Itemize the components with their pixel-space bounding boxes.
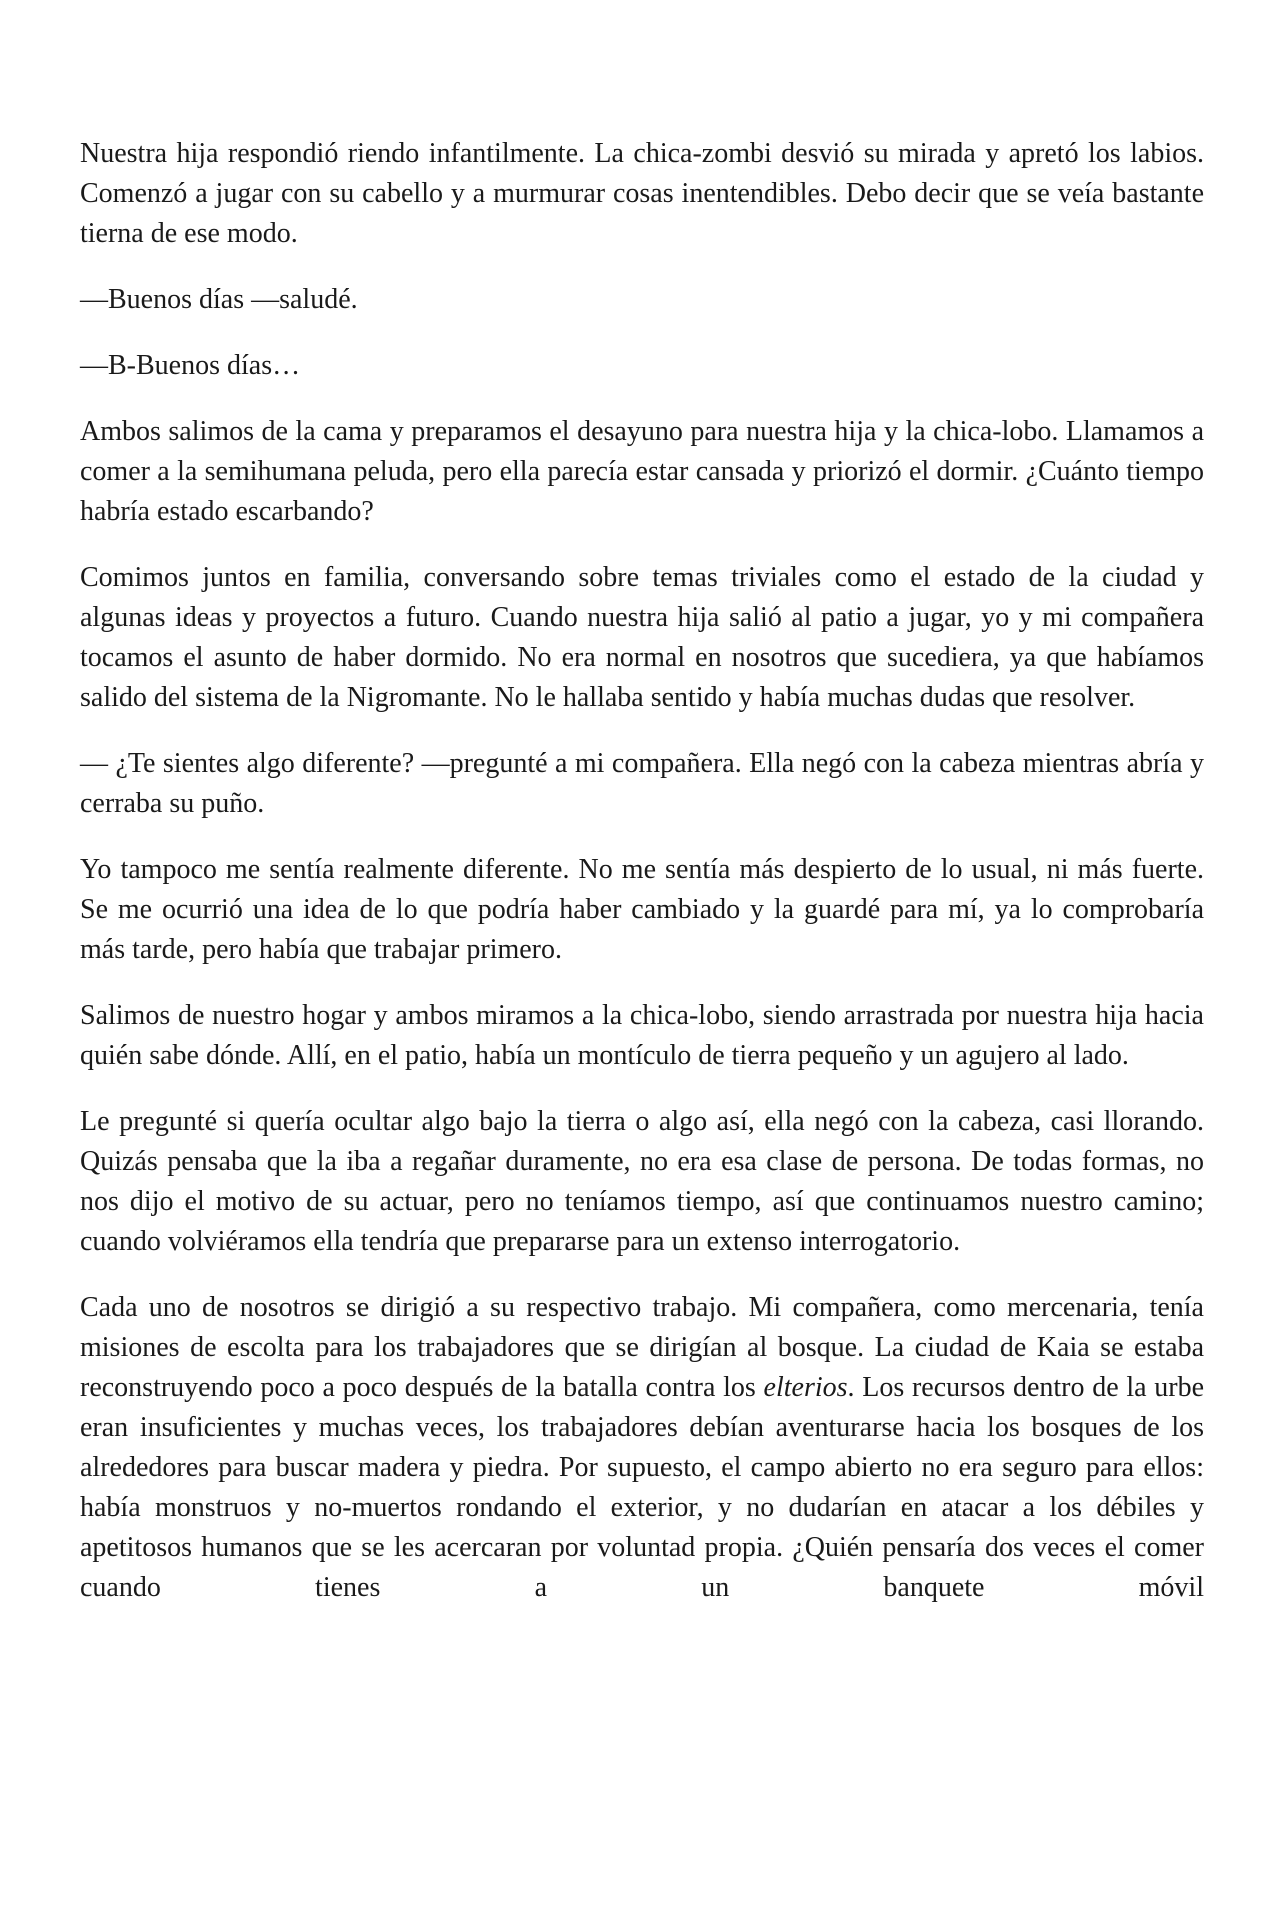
paragraph-9: Le pregunté si quería ocultar algo bajo la tierra o algo así, ella negó con la cabeza, casi llorando. Quizás pensaba que la iba a regañar duramente, no era esa clase de persona. De todas formas, no nos dijo el motivo de su actuar, pero no teníamos tiempo, así que continuamos nuestro camino; cuando volviéramos ella tendría que prepararse para un extenso interrogatorio.	[80, 1106, 1204, 1257]
paragraph-6: — ¿Te sientes algo diferente? —pregunté a mi compañera. Ella negó con la cabeza mientras abría y cerraba su puño.	[80, 748, 1204, 819]
paragraph-10-emphasis: elterios	[763, 1372, 848, 1403]
paragraph-10-text-after: . Los recursos dentro de la urbe eran insuficientes y muchas veces, los trabajadores debían aventurarse hacia los bosques de los alrededores para buscar madera y piedra. Por supuesto, el campo abierto no era seguro para ellos: había monstruos y no-muertos rondando el exterior, y no dudarían en atacar a los débiles y apetitosos humanos que se les acercaran por voluntad propia. ¿Quién pensaría dos veces el comer cuando tienes a un banquete móvil	[80, 1372, 1204, 1603]
paragraph-5: Comimos juntos en familia, conversando sobre temas triviales como el estado de la ciudad y algunas ideas y proyectos a futuro. Cuando nuestra hija salió al patio a jugar, yo y mi compañera tocamos el asunto de haber dormido. No era normal en nosotros que sucediera, ya que habíamos salido del sistema de la Nigromante. No le hallaba sentido y había muchas dudas que resolver.	[80, 562, 1204, 713]
document-page	[80, 134, 1204, 1634]
paragraph-8: Salimos de nuestro hogar y ambos miramos a la chica-lobo, siendo arrastrada por nuestra hija hacia quién sabe dónde. Allí, en el patio, había un montículo de tierra pequeño y un agujero al lado.	[80, 1000, 1204, 1071]
paragraph-4: Ambos salimos de la cama y preparamos el desayuno para nuestra hija y la chica-lobo. Llamamos a comer a la semihumana peluda, pero ella parecía estar cansada y priorizó el dormir. ¿Cuánto tiempo habría estado escarbando?	[80, 416, 1204, 527]
paragraph-10	[80, 1288, 1204, 1608]
paragraph-10-text-before: Cada uno de nosotros se dirigió a su respectivo trabajo. Mi compañera, como mercenaria, tenía misiones de escolta para los trabajadores que se dirigían al bosque. La ciudad de Kaia se estaba reconstruyendo poco a poco después de la batalla contra los	[80, 1292, 1204, 1403]
paragraph-3: —B-Buenos días…	[80, 350, 301, 381]
paragraph-7: Yo tampoco me sentía realmente diferente. No me sentía más despierto de lo usual, ni más fuerte. Se me ocurrió una idea de lo que podría haber cambiado y la guardé para mí, ya lo comprobaría más tarde, pero había que trabajar primero.	[80, 854, 1204, 965]
paragraph-1: Nuestra hija respondió riendo infantilmente. La chica-zombi desvió su mirada y apretó los labios. Comenzó a jugar con su cabello y a murmurar cosas inentendibles. Debo decir que se veía bastante tierna de ese modo.	[80, 138, 1204, 249]
paragraph-2: —Buenos días —saludé.	[80, 284, 358, 315]
